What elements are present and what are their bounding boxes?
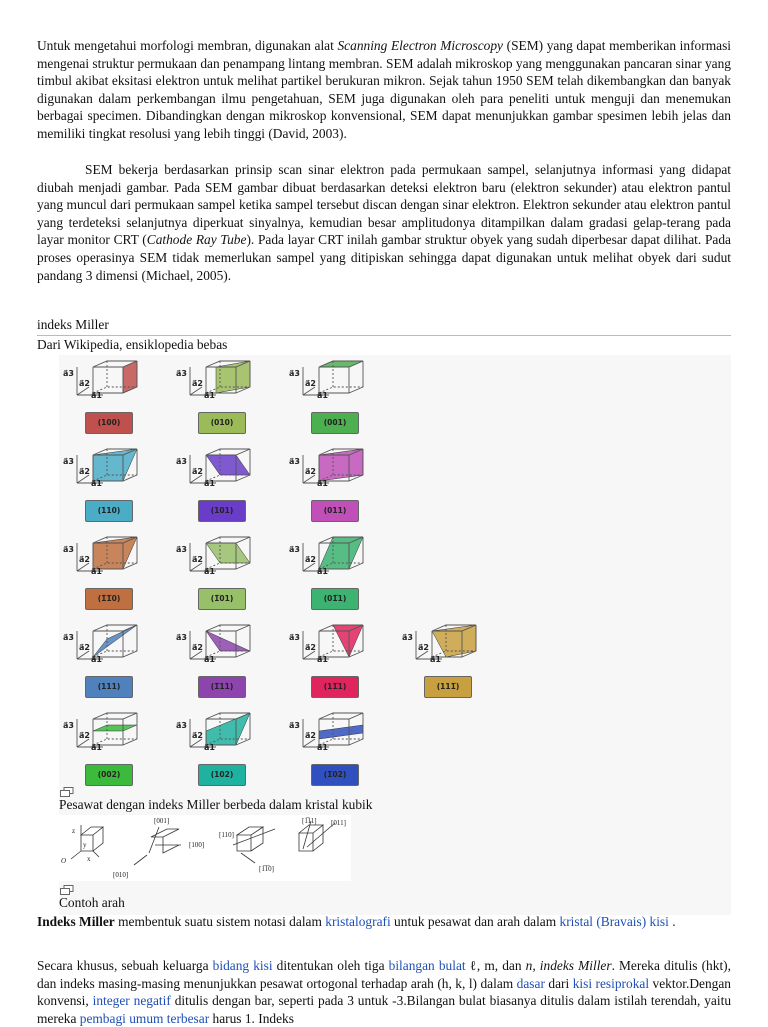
wiki-link[interactable]: bilangan bulat	[388, 958, 466, 973]
text-run: ℓ, m, dan	[465, 958, 526, 973]
axis-label-a1: a⃗1	[317, 479, 328, 488]
axis-label-a1: a⃗1	[317, 743, 328, 752]
axis-label-a1: a⃗1	[91, 479, 102, 488]
text-run: ). Pada layar CRT inilah gambar struktur obyek yang sudah diperbesar dapat dilihat. Pada proses operasinya SEM tidak memerlukan sampel yang ditipiskan sehingga dapat digunakan untuk melihat obyek dari sudut pandang 3 dimensi (Michael, 2005).	[37, 232, 731, 283]
axis-label-a2: a⃗2	[79, 555, 90, 564]
miller-index-tag: (011)	[311, 500, 359, 522]
wiki-link[interactable]: dasar	[516, 975, 545, 991]
axis-label-a2: a⃗2	[79, 379, 90, 388]
miller-index-tag: (110)	[85, 500, 133, 522]
intro-paragraph-1	[37, 37, 731, 143]
wiki-link[interactable]: kisi resiprokal	[572, 975, 650, 991]
text-run: SEM bekerja berdasarkan prinsip scan sinar elektron pada permukaan sampel, selanjutnya informasi yang didapat diubah menjadi gambar. Pada SEM gambar dibuat berdasarkan deteksi elektron baru (elektron sekunder) atau elektron pantul yang muncul dari permukaan sampel ketika sampel tersebut discan dengan sinar elektron. Elektron sekunder atau elektron pantul yang terdeteksi selanjutnya diperkuat sinyalnya, kemudian besar amplitudonya ditampilkan dalam gradasi gelap-terang pada layar monitor CRT (	[37, 162, 731, 248]
article-tagline: Dari Wikipedia, ensiklopedia bebas	[37, 337, 228, 352]
wiki-link[interactable]: kristalografi	[325, 914, 391, 929]
axis-label-a3: a⃗3	[176, 545, 187, 554]
dir-label-z: z	[72, 827, 76, 835]
axis-label-a3: a⃗3	[63, 457, 74, 466]
miller-plane-cell	[176, 621, 274, 701]
wiki-link[interactable]: pembagi umum terbesar	[79, 1010, 210, 1026]
axis-label-a1: a⃗1	[91, 655, 102, 664]
miller-plane-cell	[176, 709, 274, 789]
axis-label-a1: a⃗1	[204, 479, 215, 488]
dir-label-o: O	[61, 857, 67, 865]
axis-label-a3: a⃗3	[63, 369, 74, 378]
miller-index-tag: (101)	[198, 500, 246, 522]
text-run: ditentukan oleh tiga	[272, 958, 389, 973]
axis-label-a3: a⃗3	[289, 633, 300, 642]
wiki-link[interactable]: bidang kisi	[212, 958, 273, 973]
axis-label-a2: a⃗2	[79, 643, 90, 652]
directions-caption: Contoh arah	[59, 895, 125, 910]
text-run: (SEM) yang dapat memberikan informasi mengenai struktur permukaan dan penampang lintang membran. SEM adalah mikroskop yang menggunakan pancaran sinar yang timbul akibat eksitasi elektron untuk melihat partikel berukuran mikron. Sejak tahun 1950 SEM telah dikembangkan dan banyak digunakan dalam perkembangan ilmu pengetahuan, SEM juga digunakan oleh para peneliti untuk menguji dan menemukan berbagai specimen. Dibandingkan dengan mikroskop konvensional, SEM dapat menunjukkan gambar spesimen lebih jelas dan memiliki tingkat resolusi yang lebih tinggi (David, 2003).	[37, 38, 731, 141]
miller-index-tag: (010)	[198, 412, 246, 434]
enlarge-icon[interactable]	[60, 885, 74, 895]
axis-label-a1: a⃗1	[204, 391, 215, 400]
miller-plane-cell	[289, 533, 387, 613]
axis-label-a1: a⃗1	[204, 743, 215, 752]
miller-plane-cell	[63, 357, 161, 437]
miller-plane-cell	[63, 533, 161, 613]
axis-label-a2: a⃗2	[192, 379, 203, 388]
text-run: membentuk suatu sistem notasi dalam	[114, 914, 326, 929]
miller-index-tag: (1̅11)	[198, 676, 246, 698]
axis-label-a3: a⃗3	[176, 457, 187, 466]
miller-plane-cell	[289, 621, 387, 701]
axis-label-a1: a⃗1	[317, 655, 328, 664]
miller-index-tag: (111)	[85, 676, 133, 698]
dir-label-x: x	[87, 855, 91, 863]
axis-label-a1: a⃗1	[91, 743, 102, 752]
figure-caption: Pesawat dengan indeks Miller berbeda dalam kristal kubik	[59, 797, 373, 812]
axis-label-a2: a⃗2	[192, 731, 203, 740]
dir-label-001: [001]	[154, 817, 170, 825]
miller-plane-cell	[176, 533, 274, 613]
dir-label-1b11: [1̅11]	[302, 817, 317, 825]
miller-index-tag: (100)	[85, 412, 133, 434]
miller-plane-cell	[176, 357, 274, 437]
italic-text: Scanning Electron Microscopy	[337, 38, 503, 53]
axis-label-a1: a⃗1	[204, 567, 215, 576]
text-run: Untuk mengetahui morfologi membran, digunakan alat	[37, 38, 338, 53]
axis-label-a1: a⃗1	[317, 567, 328, 576]
axis-label-a1: a⃗1	[317, 391, 328, 400]
direction-examples-figure	[59, 815, 351, 881]
miller-index-tag: (001)	[311, 412, 359, 434]
axis-label-a2: a⃗2	[305, 555, 316, 564]
axis-label-a3: a⃗3	[402, 633, 413, 642]
text-run: vektor.Dengan konvensi,	[37, 975, 731, 1009]
axis-label-a1: a⃗1	[430, 655, 441, 664]
miller-index-tag: (1̅1̅0)	[85, 588, 133, 610]
axis-label-a3: a⃗3	[176, 633, 187, 642]
dir-label-100: [100]	[189, 841, 205, 849]
text-run: Secara khusus, sebuah keluarga	[37, 958, 213, 973]
dir-label-011: [011]	[331, 819, 346, 827]
axis-label-a2: a⃗2	[79, 731, 90, 740]
dir-label-110: [110]	[219, 831, 234, 839]
miller-index-tag: (01̅1)	[311, 588, 359, 610]
axis-label-a3: a⃗3	[176, 721, 187, 730]
axis-label-a2: a⃗2	[305, 379, 316, 388]
miller-plane-cell	[63, 709, 161, 789]
axis-label-a2: a⃗2	[192, 643, 203, 652]
axis-label-a3: a⃗3	[176, 369, 187, 378]
dir-label-y: y	[83, 841, 87, 849]
axis-label-a1: a⃗1	[91, 391, 102, 400]
axis-label-a2: a⃗2	[305, 731, 316, 740]
miller-plane-cell	[289, 445, 387, 525]
definition-paragraph-2	[37, 957, 731, 1027]
axis-label-a3: a⃗3	[289, 545, 300, 554]
article-title: indeks Miller	[37, 317, 731, 336]
axis-label-a3: a⃗3	[289, 457, 300, 466]
dir-label-010: [010]	[113, 871, 129, 879]
miller-plane-cell	[176, 445, 274, 525]
axis-label-a1: a⃗1	[91, 567, 102, 576]
miller-index-tag: (1̅01)	[198, 588, 246, 610]
italic-text: Cathode Ray Tube	[146, 232, 247, 248]
wiki-link[interactable]: integer negatif	[92, 993, 171, 1009]
axis-label-a2: a⃗2	[79, 467, 90, 476]
axis-label-a2: a⃗2	[305, 643, 316, 652]
axis-label-a1: a⃗1	[204, 655, 215, 664]
intro-paragraph-2	[37, 161, 731, 284]
miller-index-tag: (102)	[198, 764, 246, 786]
text-run: dari	[544, 975, 573, 991]
text-run: .	[668, 914, 676, 929]
dir-label-1b10: [1̅1̅0]	[259, 865, 274, 873]
bold-term: Indeks Miller	[37, 914, 115, 929]
miller-plane-cell	[289, 709, 387, 789]
axis-label-a2: a⃗2	[305, 467, 316, 476]
miller-plane-cell	[63, 621, 161, 701]
miller-plane-cell	[63, 445, 161, 525]
text-run: untuk pesawat dan arah dalam	[390, 914, 560, 929]
text-run: harus 1. Indeks	[209, 1010, 294, 1026]
axis-label-a3: a⃗3	[289, 721, 300, 730]
italic-text: n, indeks Miller	[525, 958, 612, 973]
axis-label-a3: a⃗3	[289, 369, 300, 378]
miller-index-tag: (111̅)	[424, 676, 472, 698]
miller-plane-cell	[289, 357, 387, 437]
axis-label-a3: a⃗3	[63, 633, 74, 642]
miller-index-tag: (1̅02)	[311, 764, 359, 786]
text-run: . Mereka ditulis (hkt), dan indeks masing-masing menunjukkan pesawat ortogonal terhadap arah (h, k, l) dalam	[37, 958, 731, 991]
enlarge-icon[interactable]	[60, 787, 74, 797]
text-run: ditulis dengan bar, seperti pada 3 untuk -3.Bilangan bulat biasanya ditulis dalam istilah terendah, yaitu mereka	[37, 993, 732, 1026]
definition-paragraph-1	[37, 913, 731, 931]
miller-plane-cell	[402, 621, 500, 701]
axis-label-a3: a⃗3	[63, 545, 74, 554]
wiki-link[interactable]: kristal (Bravais) kisi	[559, 914, 669, 929]
axis-label-a2: a⃗2	[418, 643, 429, 652]
axis-label-a3: a⃗3	[63, 721, 74, 730]
axis-label-a2: a⃗2	[192, 467, 203, 476]
miller-index-tag: (002)	[85, 764, 133, 786]
miller-index-tag: (11̅1)	[311, 676, 359, 698]
axis-label-a2: a⃗2	[192, 555, 203, 564]
